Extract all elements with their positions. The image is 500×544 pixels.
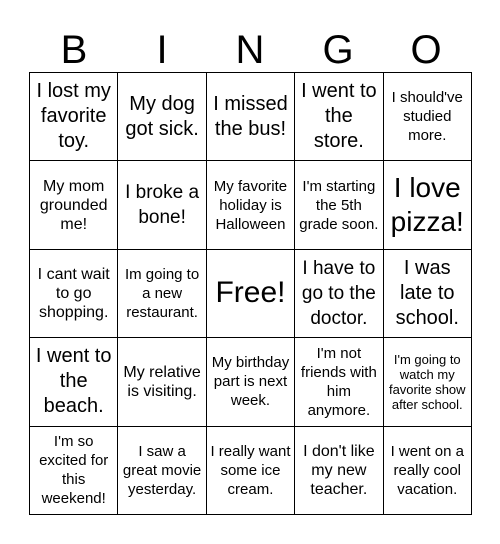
bingo-cell[interactable] (207, 73, 295, 161)
cell-text: I'm so excited for this weekend! (39, 433, 109, 508)
bingo-cell[interactable] (118, 250, 206, 338)
bingo-cell[interactable] (30, 161, 118, 249)
bingo-cell[interactable] (30, 427, 118, 515)
cell-text: I'm starting the 5th grade soon. (299, 177, 379, 233)
cell-text: My dog got sick. (125, 92, 199, 140)
cell-text: I missed the bus! (213, 92, 288, 140)
header-letter-b: B (60, 28, 88, 72)
cell-text: I really want some ice cream. (210, 442, 291, 498)
bingo-cell[interactable] (384, 427, 472, 515)
bingo-cell[interactable] (384, 161, 472, 249)
bingo-card-grid (29, 72, 472, 515)
cell-text: I'm not friends with him anymore. (300, 344, 377, 419)
bingo-cell[interactable] (30, 250, 118, 338)
bingo-cell[interactable] (207, 338, 295, 426)
bingo-cell[interactable] (118, 427, 206, 515)
bingo-cell[interactable] (295, 161, 383, 249)
bingo-cell[interactable] (295, 250, 383, 338)
header-letter-g: G (322, 28, 354, 72)
cell-text: My mom grounded me! (39, 177, 108, 233)
bingo-cell[interactable] (295, 73, 383, 161)
cell-text: I broke a bone! (125, 182, 200, 229)
cell-text: My favorite holiday is Halloween (213, 177, 288, 233)
cell-text: I have to go to the doctor. (301, 257, 376, 329)
header-letter-n: N (235, 28, 265, 72)
bingo-cell[interactable] (118, 73, 206, 161)
cell-text: I went to the store. (301, 80, 377, 153)
cell-text: My relative is visiting. (123, 363, 201, 400)
bingo-cell[interactable] (384, 338, 472, 426)
bingo-cell[interactable] (118, 161, 206, 249)
cell-text: I don't like my new teacher. (303, 442, 375, 498)
bingo-cell[interactable] (384, 250, 472, 338)
cell-text: I cant wait to go shopping. (37, 265, 110, 321)
bingo-cell[interactable] (207, 427, 295, 515)
free-space-text: Free! (215, 276, 286, 310)
bingo-cell[interactable] (207, 161, 295, 249)
cell-text: I saw a great movie yesterday. (122, 442, 202, 498)
cell-text: I'm going to watch my favorite show after school. (388, 351, 466, 412)
cell-text: I lost my favorite toy. (36, 80, 111, 153)
cell-text: I was late to school. (395, 256, 459, 329)
bingo-cell[interactable] (118, 338, 206, 426)
cell-text: My birthday part is next week. (211, 354, 290, 410)
cell-text: Im going to a new restaurant. (124, 265, 200, 321)
cell-text: I should've studied more. (391, 89, 463, 145)
header-letter-o: O (410, 28, 442, 72)
bingo-cell[interactable] (295, 427, 383, 515)
cell-text: I went to the beach. (35, 345, 112, 418)
header-letter-i: I (156, 28, 168, 72)
cell-text: I love pizza! (390, 172, 464, 238)
bingo-cell[interactable] (30, 338, 118, 426)
bingo-cell[interactable] (384, 73, 472, 161)
cell-text: I went on a really cool vacation. (390, 442, 464, 498)
bingo-cell-free[interactable] (207, 250, 295, 338)
bingo-header (30, 28, 470, 72)
bingo-cell[interactable] (295, 338, 383, 426)
bingo-cell[interactable] (30, 73, 118, 161)
